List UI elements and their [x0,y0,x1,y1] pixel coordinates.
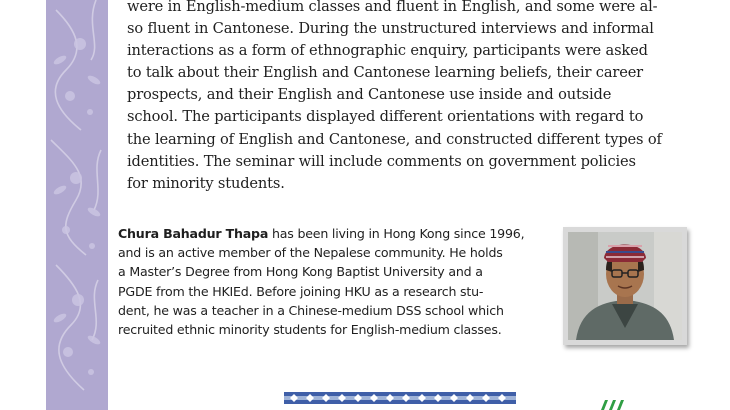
abstract-line: so fluent in Cantonese. During the unstructured interviews and informal [127,20,654,38]
bio-line: PGDE from the HKIEd. Before joining HKU as a research stu- [118,283,484,299]
seminar-abstract [127,0,680,195]
abstract-line: were in English-medium classes and fluent in English, and some were al- [127,0,658,15]
abstract-line: the learning of English and Cantonese, and constructed different types of [127,130,662,148]
speaker-name: Chura Bahadur Thapa [118,226,269,241]
abstract-line: prospects, and their English and Cantonese use inside and outside [127,86,612,104]
speaker-photo [563,227,687,345]
speaker-bio [118,224,560,339]
abstract-line: to talk about their English and Cantonese learning beliefs, their career [127,64,644,82]
abstract-line: interactions as a form of ethnographic enquiry, participants were asked [127,42,648,60]
decorative-side-panel [46,0,108,410]
bio-line-text: has been living in Hong Kong since 1996, [268,226,525,241]
abstract-line: school. The participants displayed different orientations with regard to [127,108,644,126]
abstract-line: for minority students. [127,174,285,192]
bio-line [118,224,560,243]
bio-line: dent, he was a teacher in a Chinese-medium DSS school which [118,302,504,318]
logo-mark-icon [598,396,628,410]
bio-line: a Master’s Degree from Hong Kong Baptist University and a [118,264,483,280]
floral-pattern-icon [46,0,108,410]
abstract-line: identities. The seminar will include comments on government policies [127,152,636,170]
bio-line: recruited ethnic minority students for English-medium classes. [118,322,502,338]
speaker-portrait-photo-icon [568,232,682,340]
decorative-strip [284,392,516,404]
bio-line: and is an active member of the Nepalese community. He holds [118,245,503,261]
